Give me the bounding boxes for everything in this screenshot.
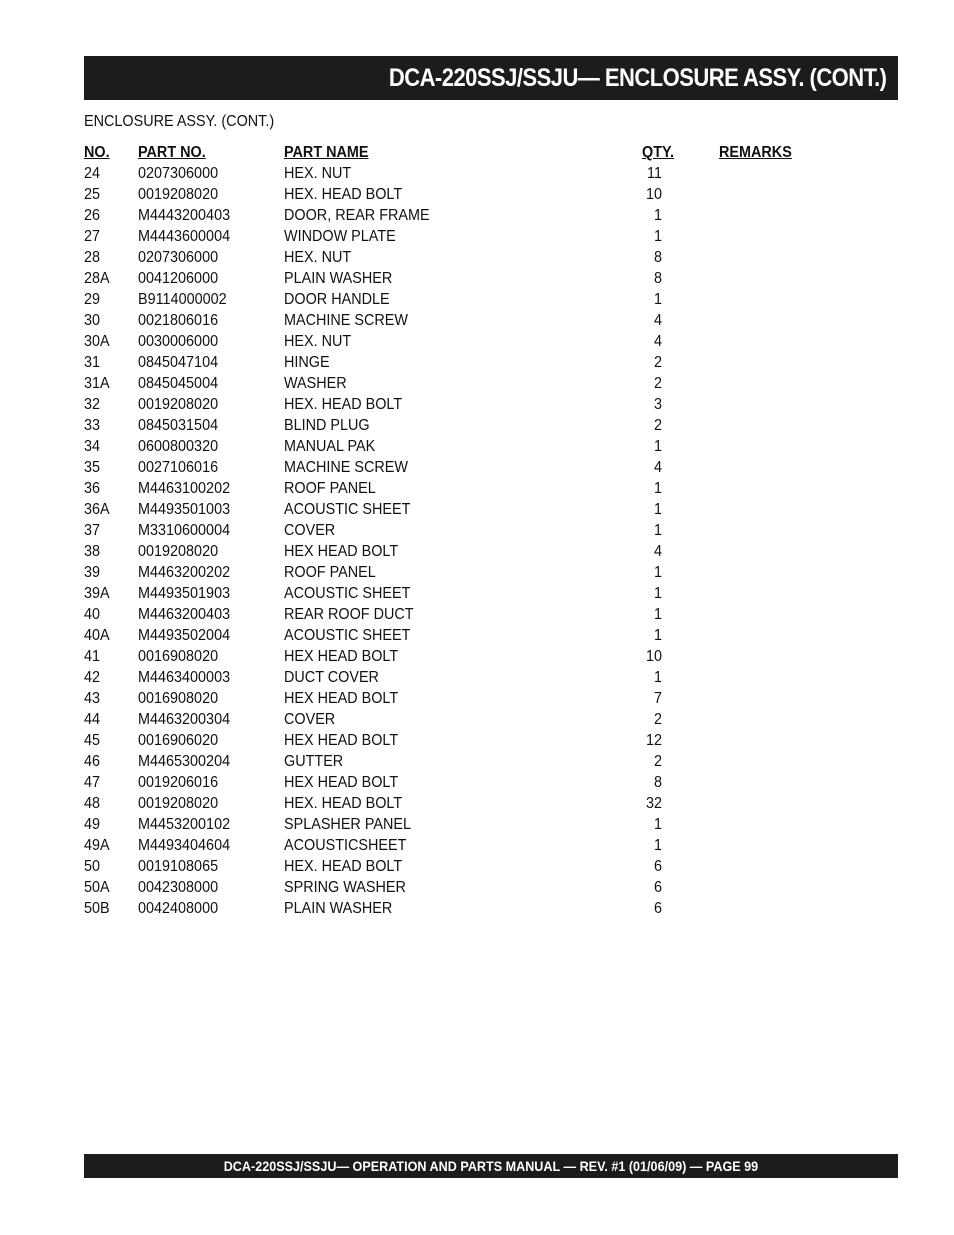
column-header-no: NO.: [84, 144, 110, 161]
cell-no: 46: [84, 753, 101, 770]
cell-part-name: REAR ROOF DUCT: [284, 606, 414, 623]
cell-no: 28A: [84, 270, 110, 287]
cell-part-name: HEX HEAD BOLT: [284, 732, 399, 749]
table-row: [84, 205, 824, 226]
cell-no: 36A: [84, 501, 110, 518]
cell-part-no: M4493404604: [138, 837, 231, 854]
cell-part-no: 0030006000: [138, 333, 219, 350]
table-row: [84, 814, 824, 835]
cell-no: 47: [84, 774, 101, 791]
cell-part-no: M4463200403: [138, 606, 231, 623]
table-row: [84, 877, 824, 898]
cell-part-no: M4443200403: [138, 207, 231, 224]
table-row: [84, 373, 824, 394]
table-row: [84, 436, 824, 457]
cell-part-no: 0207306000: [138, 249, 219, 266]
cell-part-name: HINGE: [284, 354, 330, 371]
cell-no: 24: [84, 165, 101, 182]
cell-part-no: B9114000002: [138, 291, 227, 308]
cell-part-name: WASHER: [284, 375, 347, 392]
page-header-bar: [84, 56, 898, 100]
cell-qty: 2: [653, 354, 662, 371]
cell-part-name: MACHINE SCREW: [284, 312, 409, 329]
table-row: [84, 646, 824, 667]
cell-part-no: 0207306000: [138, 165, 219, 182]
cell-no: 32: [84, 396, 101, 413]
cell-part-name: ROOF PANEL: [284, 564, 376, 581]
table-row: [84, 226, 824, 247]
table-row: [84, 478, 824, 499]
page-title: DCA-220SSJ/SSJU— ENCLOSURE ASSY. (CONT.): [388, 63, 886, 92]
parts-list-table: [84, 142, 824, 919]
table-row: [84, 583, 824, 604]
cell-qty: 32: [645, 795, 662, 812]
cell-part-name: PLAIN WASHER: [284, 900, 393, 917]
cell-qty: 11: [647, 165, 662, 182]
cell-part-name: ROOF PANEL: [284, 480, 376, 497]
cell-qty: 2: [653, 417, 662, 434]
cell-part-no: 0016908020: [138, 690, 219, 707]
column-header-part-no: PART NO.: [138, 144, 206, 161]
table-row: [84, 625, 824, 646]
cell-part-name: HEX. NUT: [284, 165, 352, 182]
cell-qty: 1: [653, 837, 662, 854]
table-row: [84, 856, 824, 877]
table-row: [84, 709, 824, 730]
cell-no: 40: [84, 606, 101, 623]
cell-part-no: 0019208020: [138, 543, 219, 560]
table-row: [84, 415, 824, 436]
table-header-row: [84, 142, 824, 163]
table-row: [84, 268, 824, 289]
cell-part-no: M4463400003: [138, 669, 231, 686]
cell-no: 39: [84, 564, 101, 581]
cell-part-name: COVER: [284, 711, 336, 728]
table-row: [84, 562, 824, 583]
table-row: [84, 793, 824, 814]
cell-no: 25: [84, 186, 101, 203]
cell-part-name: ACOUSTIC SHEET: [284, 585, 411, 602]
cell-part-no: M4453200102: [138, 816, 231, 833]
table-row: [84, 688, 824, 709]
table-row: [84, 457, 824, 478]
cell-qty: 2: [653, 753, 662, 770]
cell-no: 36: [84, 480, 101, 497]
table-row: [84, 772, 824, 793]
cell-no: 48: [84, 795, 101, 812]
table-row: [84, 898, 824, 919]
section-title: ENCLOSURE ASSY. (CONT.): [84, 113, 275, 130]
cell-part-no: 0019108065: [138, 858, 219, 875]
cell-no: 49A: [84, 837, 110, 854]
cell-part-name: BLIND PLUG: [284, 417, 370, 434]
cell-qty: 4: [653, 333, 662, 350]
cell-qty: 1: [653, 480, 662, 497]
cell-part-name: WINDOW PLATE: [284, 228, 396, 245]
cell-part-no: 0019208020: [138, 186, 219, 203]
cell-no: 31A: [84, 375, 110, 392]
cell-part-no: 0019206016: [138, 774, 219, 791]
cell-part-name: GUTTER: [284, 753, 344, 770]
table-row: [84, 184, 824, 205]
table-row: [84, 751, 824, 772]
cell-qty: 2: [653, 375, 662, 392]
cell-part-name: SPRING WASHER: [284, 879, 406, 896]
cell-part-name: ACOUSTIC SHEET: [284, 627, 411, 644]
cell-qty: 10: [645, 648, 662, 665]
cell-qty: 6: [653, 858, 662, 875]
cell-no: 30A: [84, 333, 110, 350]
cell-part-name: DUCT COVER: [284, 669, 379, 686]
footer-text: DCA-220SSJ/SSJU— OPERATION AND PARTS MANUAL — REV. #1 (01/06/09) — PAGE 99: [223, 1158, 759, 1174]
cell-part-no: 0019208020: [138, 396, 219, 413]
cell-no: 30: [84, 312, 101, 329]
cell-no: 42: [84, 669, 101, 686]
cell-qty: 4: [653, 459, 662, 476]
table-row: [84, 730, 824, 751]
cell-no: 29: [84, 291, 101, 308]
cell-part-no: M4493501003: [138, 501, 231, 518]
cell-no: 49: [84, 816, 101, 833]
cell-part-name: HEX. NUT: [284, 249, 352, 266]
table-row: [84, 247, 824, 268]
cell-no: 40A: [84, 627, 110, 644]
cell-part-name: HEX. HEAD BOLT: [284, 795, 403, 812]
page-footer-bar: [84, 1154, 898, 1178]
cell-part-no: 0845031504: [138, 417, 219, 434]
cell-no: 39A: [84, 585, 110, 602]
cell-qty: 1: [653, 606, 662, 623]
cell-no: 44: [84, 711, 101, 728]
cell-part-name: HEX HEAD BOLT: [284, 543, 399, 560]
cell-part-no: 0042308000: [138, 879, 219, 896]
cell-no: 50: [84, 858, 101, 875]
table-row: [84, 394, 824, 415]
table-body: [84, 163, 824, 919]
cell-part-no: M4463200202: [138, 564, 231, 581]
cell-part-no: M4493501903: [138, 585, 231, 602]
cell-qty: 4: [653, 543, 662, 560]
cell-part-name: ACOUSTICSHEET: [284, 837, 407, 854]
cell-part-no: M4443600004: [138, 228, 231, 245]
cell-part-name: HEX. HEAD BOLT: [284, 396, 403, 413]
cell-no: 31: [84, 354, 101, 371]
cell-part-no: 0845045004: [138, 375, 219, 392]
cell-qty: 1: [653, 564, 662, 581]
cell-qty: 10: [645, 186, 662, 203]
cell-no: 50B: [84, 900, 110, 917]
table-row: [84, 499, 824, 520]
cell-part-no: M4463200304: [138, 711, 231, 728]
cell-qty: 8: [653, 270, 662, 287]
cell-no: 50A: [84, 879, 110, 896]
cell-qty: 6: [653, 879, 662, 896]
cell-part-name: HEX HEAD BOLT: [284, 690, 399, 707]
cell-no: 45: [84, 732, 101, 749]
cell-qty: 1: [653, 438, 662, 455]
cell-qty: 7: [653, 690, 662, 707]
cell-part-name: DOOR HANDLE: [284, 291, 390, 308]
cell-part-no: M4465300204: [138, 753, 231, 770]
cell-part-name: HEX. HEAD BOLT: [284, 186, 403, 203]
cell-qty: 2: [653, 711, 662, 728]
cell-qty: 3: [653, 396, 662, 413]
table-row: [84, 541, 824, 562]
table-row: [84, 604, 824, 625]
cell-qty: 1: [653, 501, 662, 518]
cell-part-no: 0027106016: [138, 459, 219, 476]
cell-qty: 4: [653, 312, 662, 329]
cell-part-name: SPLASHER PANEL: [284, 816, 411, 833]
cell-part-name: ACOUSTIC SHEET: [284, 501, 411, 518]
cell-part-no: 0845047104: [138, 354, 219, 371]
cell-part-name: MANUAL PAK: [284, 438, 376, 455]
column-header-remarks: REMARKS: [719, 144, 792, 161]
cell-part-name: COVER: [284, 522, 336, 539]
cell-part-name: PLAIN WASHER: [284, 270, 393, 287]
cell-qty: 1: [653, 228, 662, 245]
cell-no: 41: [84, 648, 101, 665]
cell-qty: 1: [653, 522, 662, 539]
cell-part-no: 0019208020: [138, 795, 219, 812]
cell-part-name: HEX HEAD BOLT: [284, 774, 399, 791]
table-row: [84, 310, 824, 331]
cell-no: 28: [84, 249, 101, 266]
cell-part-no: 0042408000: [138, 900, 219, 917]
table-row: [84, 352, 824, 373]
cell-no: 43: [84, 690, 101, 707]
cell-no: 27: [84, 228, 101, 245]
cell-no: 34: [84, 438, 101, 455]
cell-part-name: HEX. HEAD BOLT: [284, 858, 403, 875]
cell-qty: 1: [653, 627, 662, 644]
cell-part-no: M4493502004: [138, 627, 231, 644]
column-header-part-name: PART NAME: [284, 144, 369, 161]
table-row: [84, 835, 824, 856]
table-row: [84, 289, 824, 310]
cell-part-no: M3310600004: [138, 522, 231, 539]
table-row: [84, 163, 824, 184]
cell-no: 35: [84, 459, 101, 476]
table-row: [84, 520, 824, 541]
cell-qty: 1: [653, 669, 662, 686]
cell-part-name: HEX HEAD BOLT: [284, 648, 399, 665]
cell-qty: 1: [653, 816, 662, 833]
cell-qty: 8: [653, 249, 662, 266]
column-header-qty: QTY.: [642, 144, 675, 161]
cell-part-no: 0021806016: [138, 312, 219, 329]
cell-qty: 6: [653, 900, 662, 917]
cell-no: 38: [84, 543, 101, 560]
cell-part-no: M4463100202: [138, 480, 231, 497]
cell-part-no: 0041206000: [138, 270, 219, 287]
cell-no: 33: [84, 417, 101, 434]
cell-part-name: HEX. NUT: [284, 333, 352, 350]
cell-part-no: 0600800320: [138, 438, 219, 455]
cell-no: 26: [84, 207, 101, 224]
cell-part-name: DOOR, REAR FRAME: [284, 207, 430, 224]
cell-qty: 12: [645, 732, 662, 749]
cell-qty: 1: [653, 207, 662, 224]
cell-part-no: 0016908020: [138, 648, 219, 665]
cell-part-name: MACHINE SCREW: [284, 459, 409, 476]
table-row: [84, 331, 824, 352]
cell-qty: 1: [653, 585, 662, 602]
cell-qty: 8: [653, 774, 662, 791]
table-row: [84, 667, 824, 688]
cell-part-no: 0016906020: [138, 732, 219, 749]
cell-no: 37: [84, 522, 101, 539]
cell-qty: 1: [653, 291, 662, 308]
